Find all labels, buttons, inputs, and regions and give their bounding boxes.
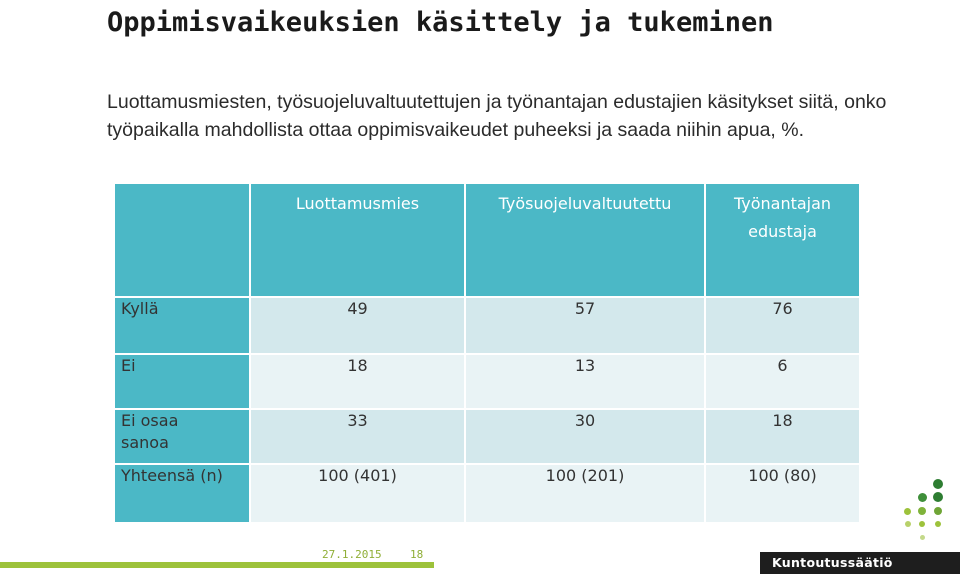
table-cell: 13 <box>465 354 705 409</box>
table-cell: 49 <box>250 297 465 354</box>
table-cell: 30 <box>465 409 705 464</box>
slide-subtitle: Luottamusmiesten, työsuojeluvaltuutettujen ja työnantajan edustajien käsitykset siitä, onko työpaikalla mahdollista ottaa oppimisvaikeudet puheeksi ja saada niihin apua, %. <box>107 91 887 141</box>
table-row <box>114 464 860 523</box>
table-row <box>114 297 860 354</box>
row-label: Ei <box>114 354 250 409</box>
row-label: Yhteensä (n) <box>114 464 250 523</box>
table-row <box>114 354 860 409</box>
footer-date: 27.1.2015 <box>322 548 382 561</box>
table-cell: 6 <box>705 354 860 409</box>
page-number: 18 <box>410 548 424 561</box>
table-cell: 100 (80) <box>705 464 860 523</box>
results-table <box>113 182 861 524</box>
column-header-tyonantajan-edustaja: Työnantajan edustaja <box>705 183 860 297</box>
column-header-tyosuojeluvaltuutettu: Työsuojeluvaltuutettu <box>465 183 705 297</box>
table-cell: 100 (401) <box>250 464 465 523</box>
table-cell: 57 <box>465 297 705 354</box>
table-cell: 18 <box>705 409 860 464</box>
header-empty-cell <box>114 183 250 297</box>
column-header-luottamusmies: Luottamusmies <box>250 183 465 297</box>
page-title: Oppimisvaikeuksien käsittely ja tukeminen <box>107 7 774 38</box>
table-row <box>114 409 860 464</box>
row-label: Ei osaa sanoa <box>114 409 250 464</box>
table-cell: 100 (201) <box>465 464 705 523</box>
table-cell: 76 <box>705 297 860 354</box>
table-cell: 33 <box>250 409 465 464</box>
table-cell: 18 <box>250 354 465 409</box>
row-label: Kyllä <box>114 297 250 354</box>
table-header-row <box>114 183 860 297</box>
brand-logo: Kuntoutussäätiö <box>760 552 960 574</box>
footer-accent-bar <box>0 562 434 568</box>
